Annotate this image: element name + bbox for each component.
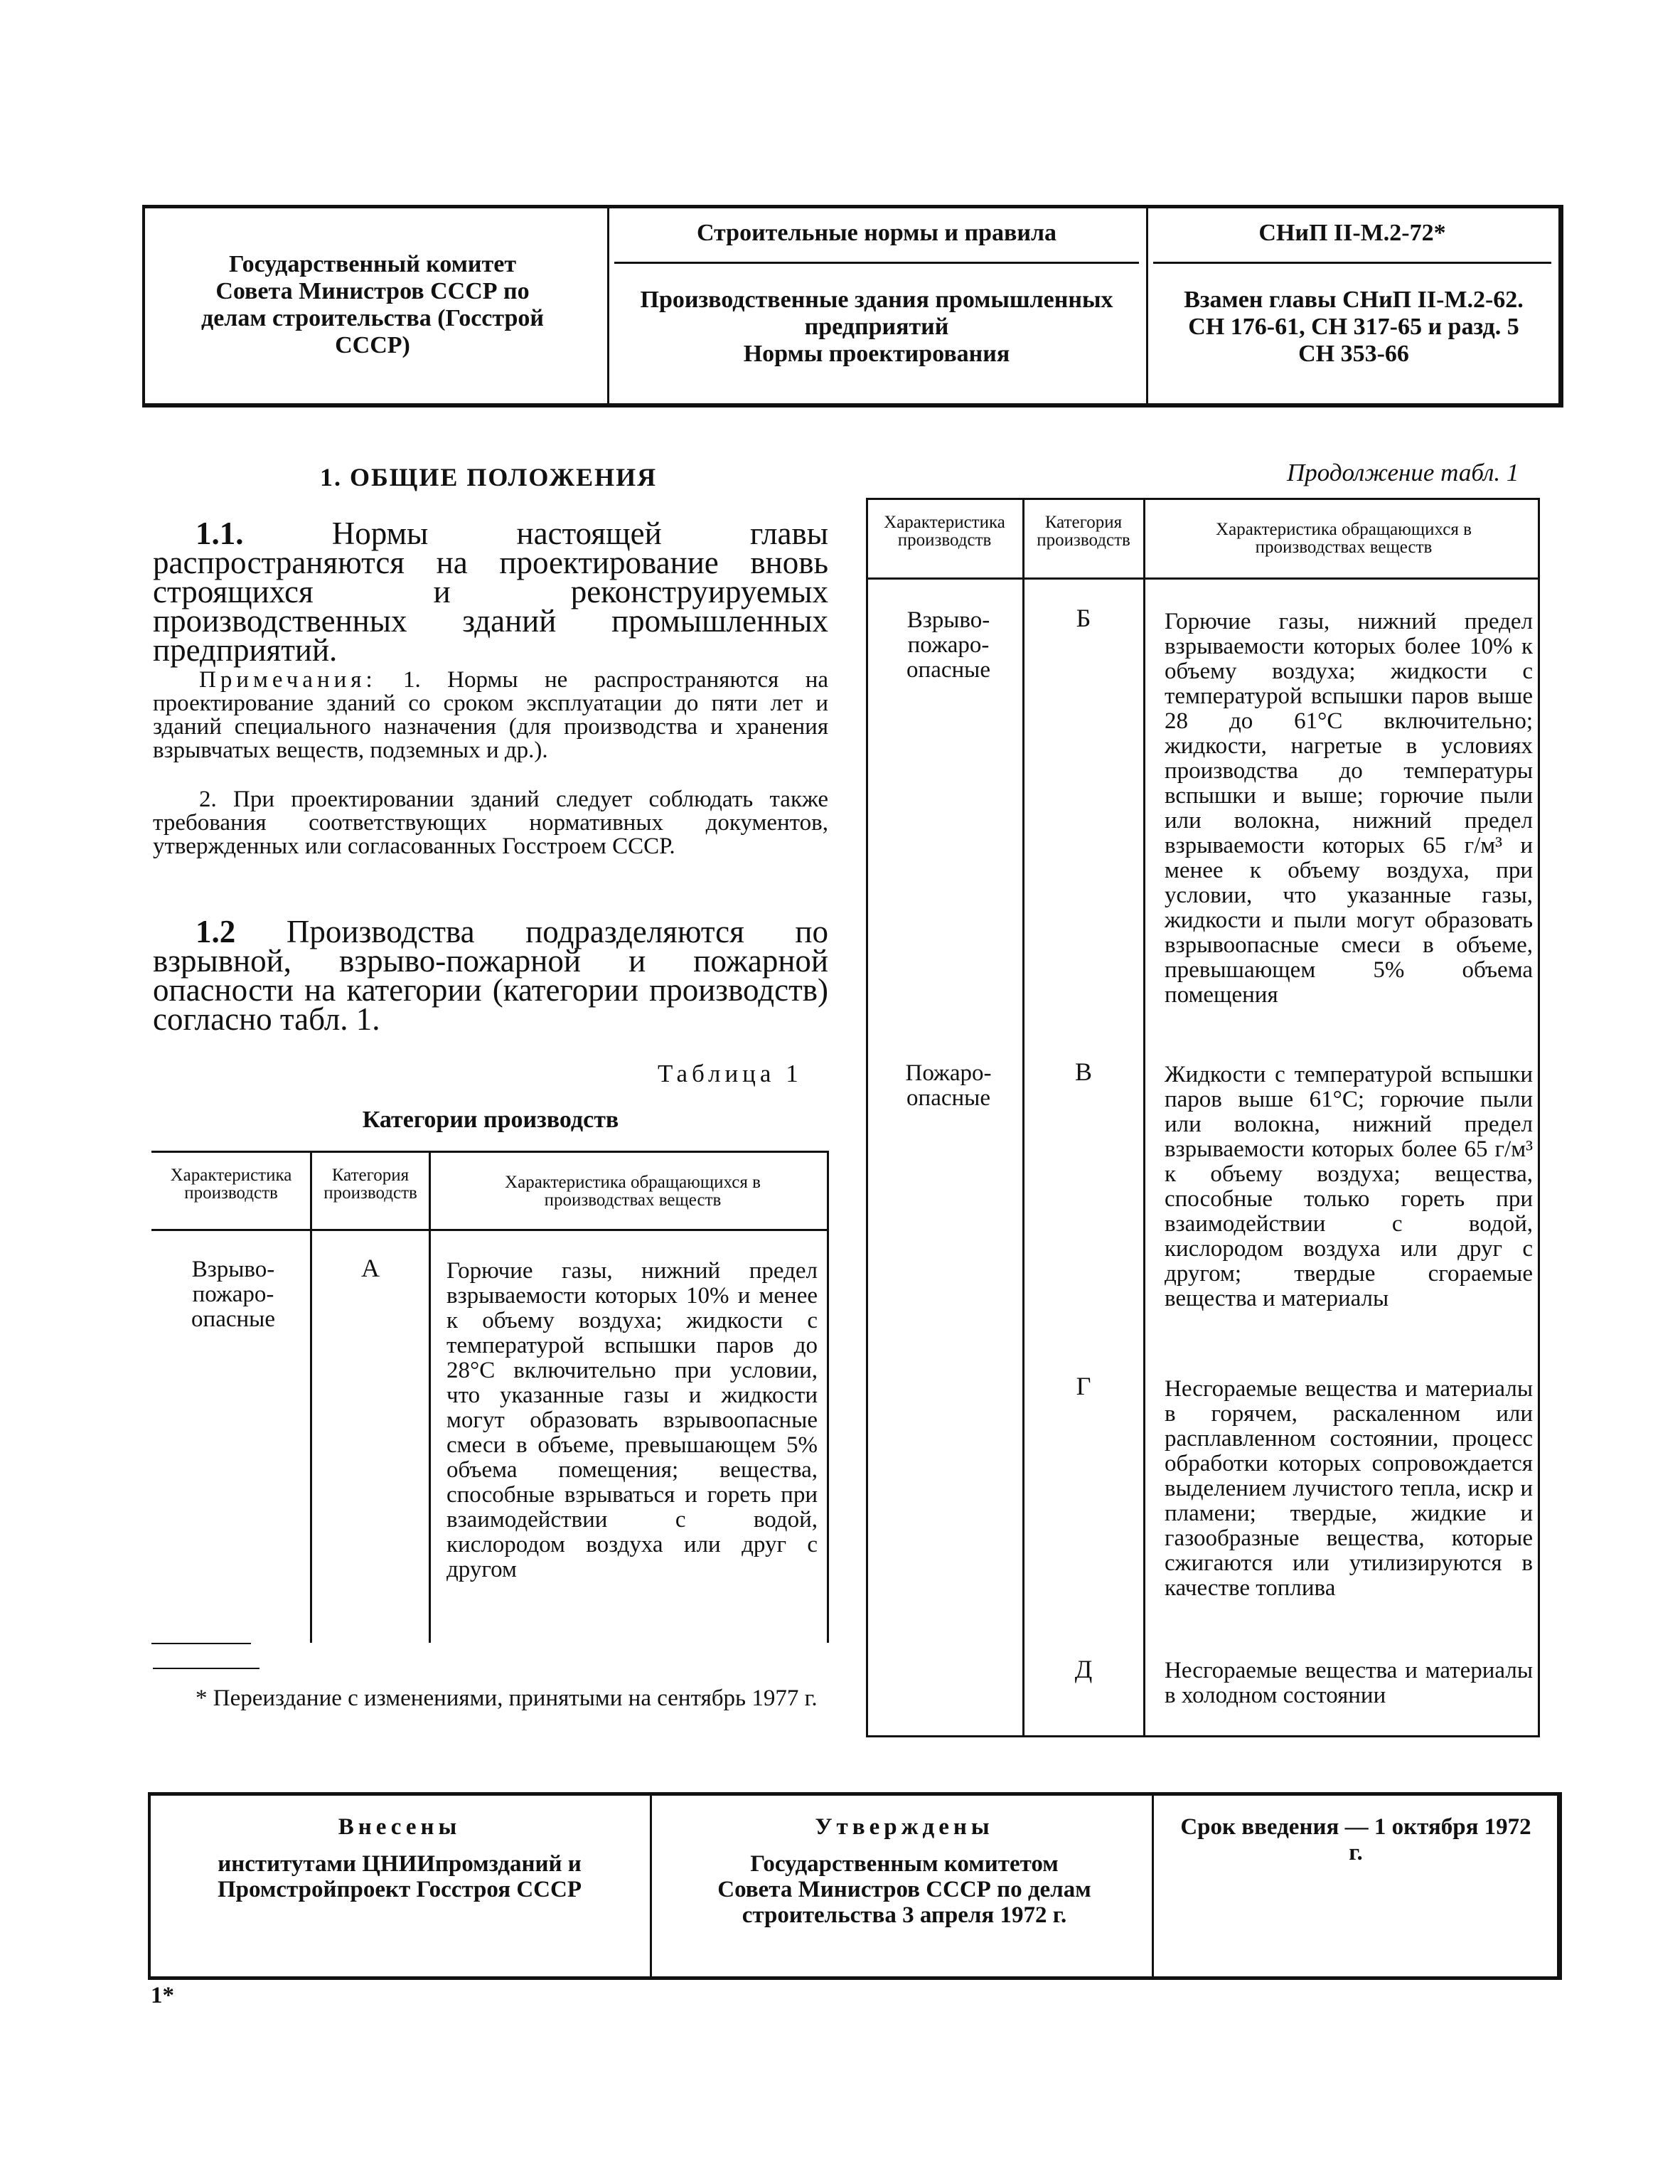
note-text: 1. Нормы не распространяются на проектирование зданий со сроком эксплуатации до пяти лет и зданий специального назначения (для производства и хранения взрывчатых веществ, подземных и др.).	[153, 667, 828, 763]
table-rule	[866, 498, 1540, 500]
column-header: Характеристика производств	[170, 1166, 292, 1203]
paragraph-text: Нормы настоящей главы распространяются на проектирование вновь строящихся и реконструируемых производственных зданий промышленных предприятий.	[153, 516, 828, 668]
table-cell: Пожаро-опасные	[905, 1060, 992, 1111]
norms-title: Строительные нормы и правила	[696, 220, 1057, 246]
table-cell: Б	[1076, 604, 1091, 632]
approved-text: Государственным комитетом Совета Министров СССР по делам строительства 3 апреля 1972 г.	[717, 1851, 1091, 1928]
section-heading: 1. ОБЩИЕ ПОЛОЖЕНИЯ	[320, 463, 658, 491]
document-title-line: Производственные здания промышленных	[640, 287, 1113, 313]
document-title-line: Нормы проектирования	[743, 341, 1010, 367]
table-cell: Горючие газы, нижний предел взрываемости которых 10% и менее к объему воздуха; жидкости с температурой вспышки паров до 28°С включительно при условии, что указанные газы и жидкости могут образовать взрывоопасные смеси в объеме, превышающем 5% объема помещения; вещества, способные взрываться и гореть при взаимодействии с водой, кислородом воздуха или друг с другом	[446, 1258, 818, 1582]
table-cell: Несгораемые вещества и материалы в холодном состоянии	[1165, 1658, 1533, 1708]
header-box	[142, 205, 1563, 407]
table-cell: Взрыво-пожаро-опасные	[191, 1257, 275, 1332]
table-rule	[866, 577, 1540, 580]
header-rule	[1153, 262, 1551, 264]
paragraph-number: 1.1.	[196, 516, 244, 551]
table-rule	[151, 1229, 829, 1231]
document-title-line: предприятий	[804, 314, 949, 340]
table-cell: Г	[1076, 1372, 1091, 1400]
column-header: Характеристика производств	[884, 513, 1005, 550]
footer-divider	[650, 1796, 652, 1976]
table-col-line	[866, 498, 868, 1737]
table-col-line	[1022, 498, 1024, 1737]
notes-1	[153, 668, 828, 762]
table-cell: Жидкости с температурой вспышки паров выше 61°С; горючие пыли или волокна, нижний предел взрываемости которых более 65 г/м³ к объему воздуха; вещества, способные только гореть при взаимодействии с водой, кислородом воздуха или друг с другом; твердые сгораемые вещества и материалы	[1165, 1062, 1533, 1311]
table-cell: Несгораемые вещества и материалы в горячем, раскаленном или расплавленном состоянии, процесс обработки которых сопровождается выделением лучистого тепла, искр и пламени; твердые, жидкие и газообразные вещества, которые сжигаются или утилизируются в качестве топлива	[1165, 1376, 1533, 1601]
footnote: * Переиздание с изменениями, принятыми на сентябрь 1977 г.	[196, 1685, 818, 1711]
notes-2	[153, 788, 828, 858]
paragraph-number: 1.2	[196, 914, 236, 949]
table-col-line	[1143, 498, 1145, 1737]
document-code: СНиП II-М.2-72*	[1258, 220, 1446, 246]
submitted-label: Внесены	[338, 1814, 461, 1840]
column-header: Характеристика обращающихся в производствах веществ	[505, 1173, 761, 1210]
table-label: Таблица 1	[658, 1060, 803, 1087]
paragraph-1-2	[153, 914, 829, 1037]
table-cell: Горючие газы, нижний предел взрываемости которых более 10% к объему воздуха; жидкости с температурой вспышки паров выше 28 до 61°С включительно; жидкости, нагретые в условиях производства до температуры вспышки и выше; горючие пыли или волокна, нижний предел взрываемости которых 65 г/м³ и менее к объему воздуха, при условии, что указанные газы, жидкости и пыли могут образовать взрывоопасные смеси в объеме, превышающем 5% объема помещения	[1165, 609, 1533, 1008]
table-caption: Категории производств	[362, 1107, 619, 1133]
effective-date: Срок введения — 1 октября 1972 г.	[1180, 1814, 1531, 1865]
header-divider	[1146, 208, 1148, 403]
table-col-line	[827, 1151, 829, 1643]
table-continuation-label: Продолжение табл. 1	[1287, 459, 1519, 486]
replaces-note: Взамен главы СНиП II-М.2-62. СН 176-61, СН 317-65 и разд. 5 СН 353-66	[1184, 287, 1524, 367]
footer-box	[148, 1792, 1562, 1980]
table-rule	[866, 1735, 1540, 1737]
table-rule	[151, 1151, 829, 1153]
table-col-line	[1538, 498, 1540, 1737]
table-col-line	[310, 1151, 312, 1643]
submitted-text: институтами ЦНИИпромзданий и Промстройпроект Госстроя СССР	[218, 1851, 582, 1902]
table-cell: Д	[1074, 1655, 1093, 1683]
table-col-line	[429, 1151, 431, 1643]
footnote-rule	[153, 1668, 260, 1669]
table-rule	[151, 1643, 251, 1644]
paragraph-text: Производства подразделяются по взрывной, взрыво-пожарной и пожарной опасности на категории (категории производств) согласно табл. 1.	[153, 914, 829, 1037]
footer-divider	[1152, 1796, 1154, 1976]
notes-label: Примечания:	[199, 667, 377, 693]
document-title	[614, 287, 1139, 368]
paragraph-1-1	[153, 516, 828, 668]
committee-name: Государственный комитет Совета Министров СССР по делам строительства (Госстрой СССР)	[201, 251, 544, 358]
header-divider	[607, 208, 609, 403]
column-header: Категория производств	[323, 1166, 417, 1203]
column-header: Характеристика обращающихся в производствах веществ	[1216, 520, 1472, 557]
note-text: 2. При проектировании зданий следует соблюдать также требования соответствующих нормативных документов, утвержденных или согласованных Госстроем СССР.	[153, 787, 828, 859]
table-cell: А	[361, 1254, 380, 1282]
column-header: Категория производств	[1037, 513, 1130, 550]
page-mark: 1*	[151, 1983, 174, 2008]
table-cell: В	[1074, 1058, 1092, 1086]
approved-label: Утверждены	[815, 1814, 994, 1840]
table-cell: Взрыво-пожаро-опасные	[906, 607, 990, 683]
header-rule	[614, 262, 1139, 264]
